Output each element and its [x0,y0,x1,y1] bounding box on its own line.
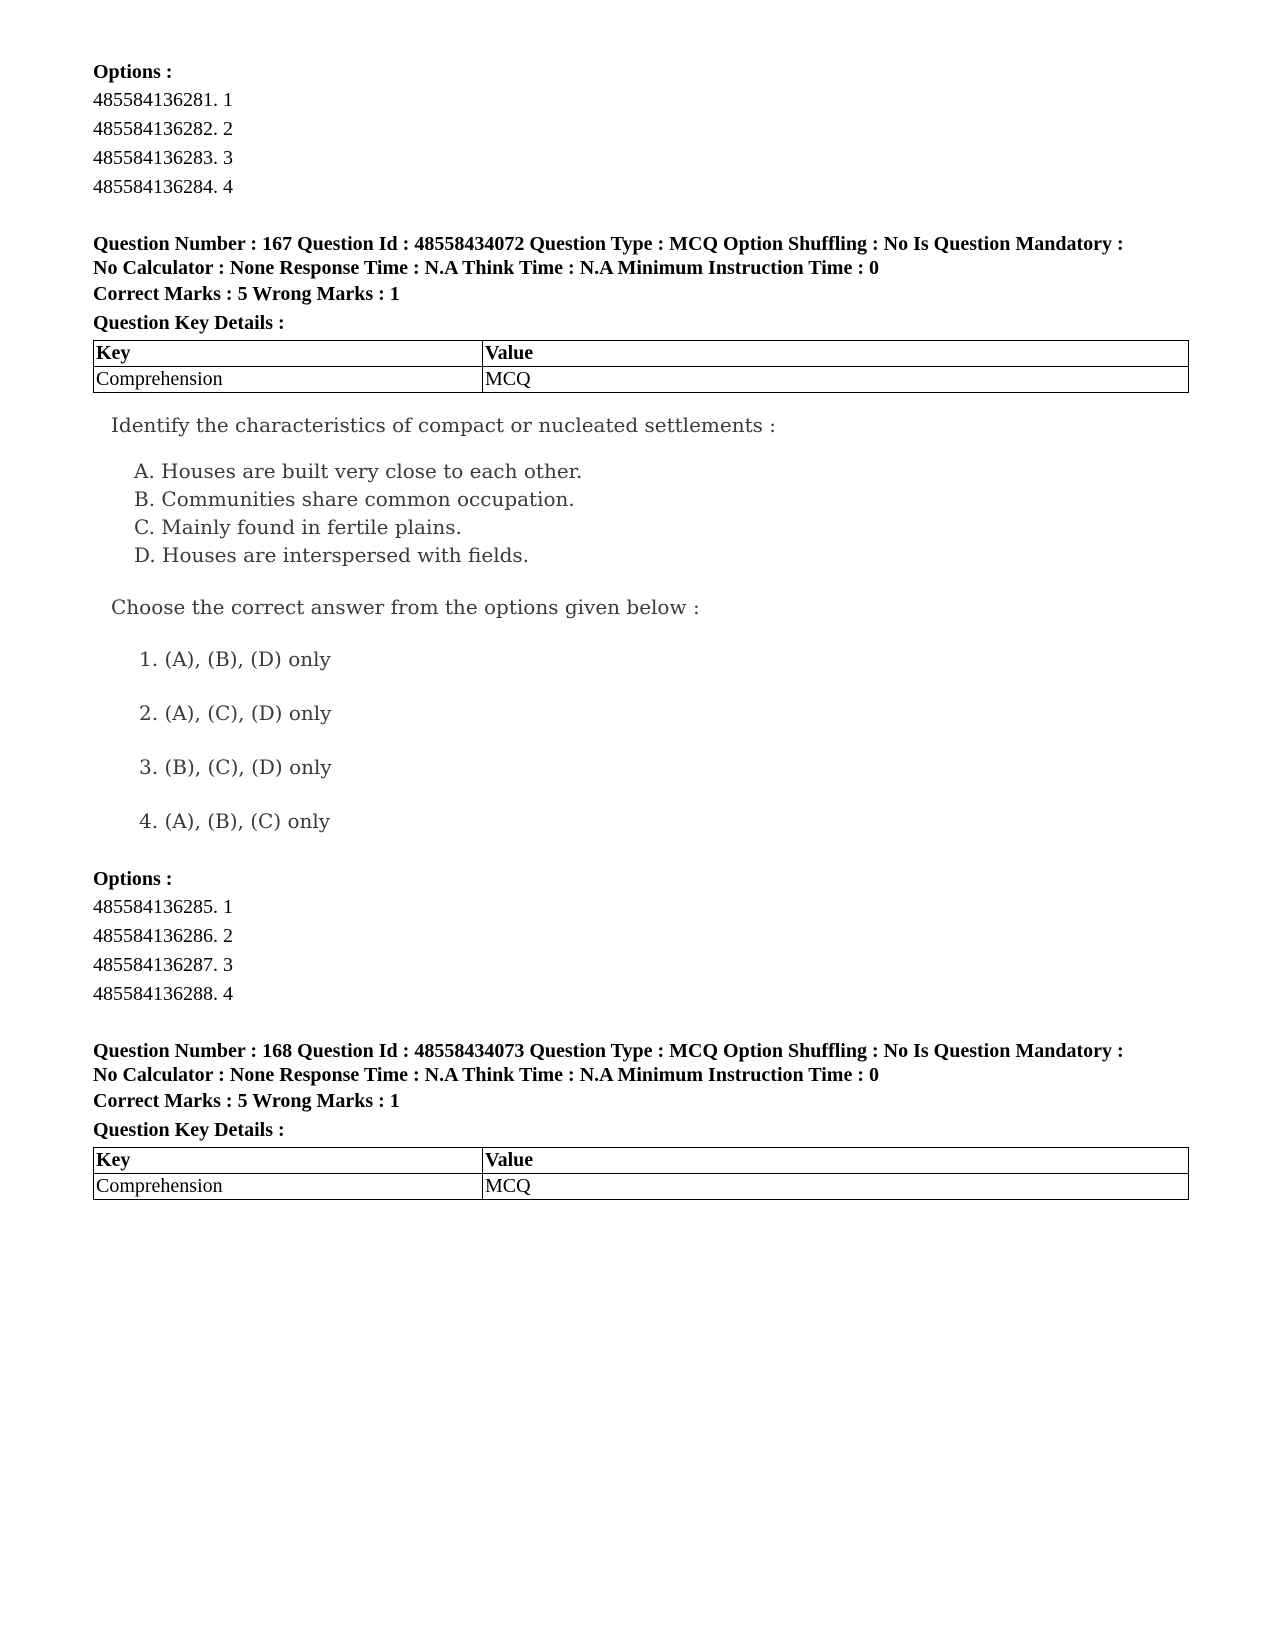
choose-instruction: Choose the correct answer from the options given below : [111,595,700,619]
option-line: 485584136283. 3 [93,147,233,169]
question-header-line2: No Calculator : None Response Time : N.A Think Time : N.A Minimum Instruction Time : 0 [93,257,879,279]
key-details-table [93,1147,1189,1200]
statement-list [134,457,1193,569]
table-header-key: Key [94,1148,483,1174]
option-line: 485584136285. 1 [93,896,233,918]
table-header-row [94,341,1189,367]
option-line: 485584136286. 2 [93,925,233,947]
exam-page [93,58,1193,1200]
options-label: Options : [93,61,173,83]
table-cell-key: Comprehension [94,367,483,393]
answer-choice: 4. (A), (B), (C) only [139,809,331,833]
question-header-line1: Question Number : 168 Question Id : 48558434073 Question Type : MCQ Option Shuffling : No Is Question Mandatory : [93,1040,1124,1062]
statement-item: C. Mainly found in fertile plains. [134,515,462,539]
option-line: 485584136282. 2 [93,118,233,140]
options-list [93,86,1193,202]
question-167 [93,232,1193,1009]
key-details-table [93,340,1189,393]
key-details-label: Question Key Details : [93,312,285,334]
table-header-value: Value [483,341,1189,367]
answer-choice: 1. (A), (B), (D) only [139,647,331,671]
table-cell-value: MCQ [483,367,1189,393]
question-stem: Identify the characteristics of compact or nucleated settlements : [111,413,776,437]
key-details-label: Question Key Details : [93,1119,285,1141]
option-line: 485584136288. 4 [93,983,233,1005]
statement-item: A. Houses are built very close to each other. [134,459,583,483]
answer-choice: 2. (A), (C), (D) only [139,701,332,725]
options-list [93,893,1193,1009]
question-header-line2: No Calculator : None Response Time : N.A Think Time : N.A Minimum Instruction Time : 0 [93,1064,879,1086]
table-header-row [94,1148,1189,1174]
table-header-key: Key [94,341,483,367]
table-cell-key: Comprehension [94,1174,483,1200]
table-row [94,367,1189,393]
statement-item: B. Communities share common occupation. [134,487,575,511]
marks-line: Correct Marks : 5 Wrong Marks : 1 [93,283,400,305]
statement-item: D. Houses are interspersed with fields. [134,543,530,567]
options-label: Options : [93,868,173,890]
option-line: 485584136284. 4 [93,176,233,198]
answer-choices [139,645,1193,861]
question-image [111,411,1193,861]
option-line: 485584136287. 3 [93,954,233,976]
marks-line: Correct Marks : 5 Wrong Marks : 1 [93,1090,400,1112]
answer-choice: 3. (B), (C), (D) only [139,755,332,779]
question-header-line1: Question Number : 167 Question Id : 48558434072 Question Type : MCQ Option Shuffling : No Is Question Mandatory : [93,233,1124,255]
option-line: 485584136281. 1 [93,89,233,111]
question-168 [93,1039,1193,1200]
table-cell-value: MCQ [483,1174,1189,1200]
table-header-value: Value [483,1148,1189,1174]
table-row [94,1174,1189,1200]
